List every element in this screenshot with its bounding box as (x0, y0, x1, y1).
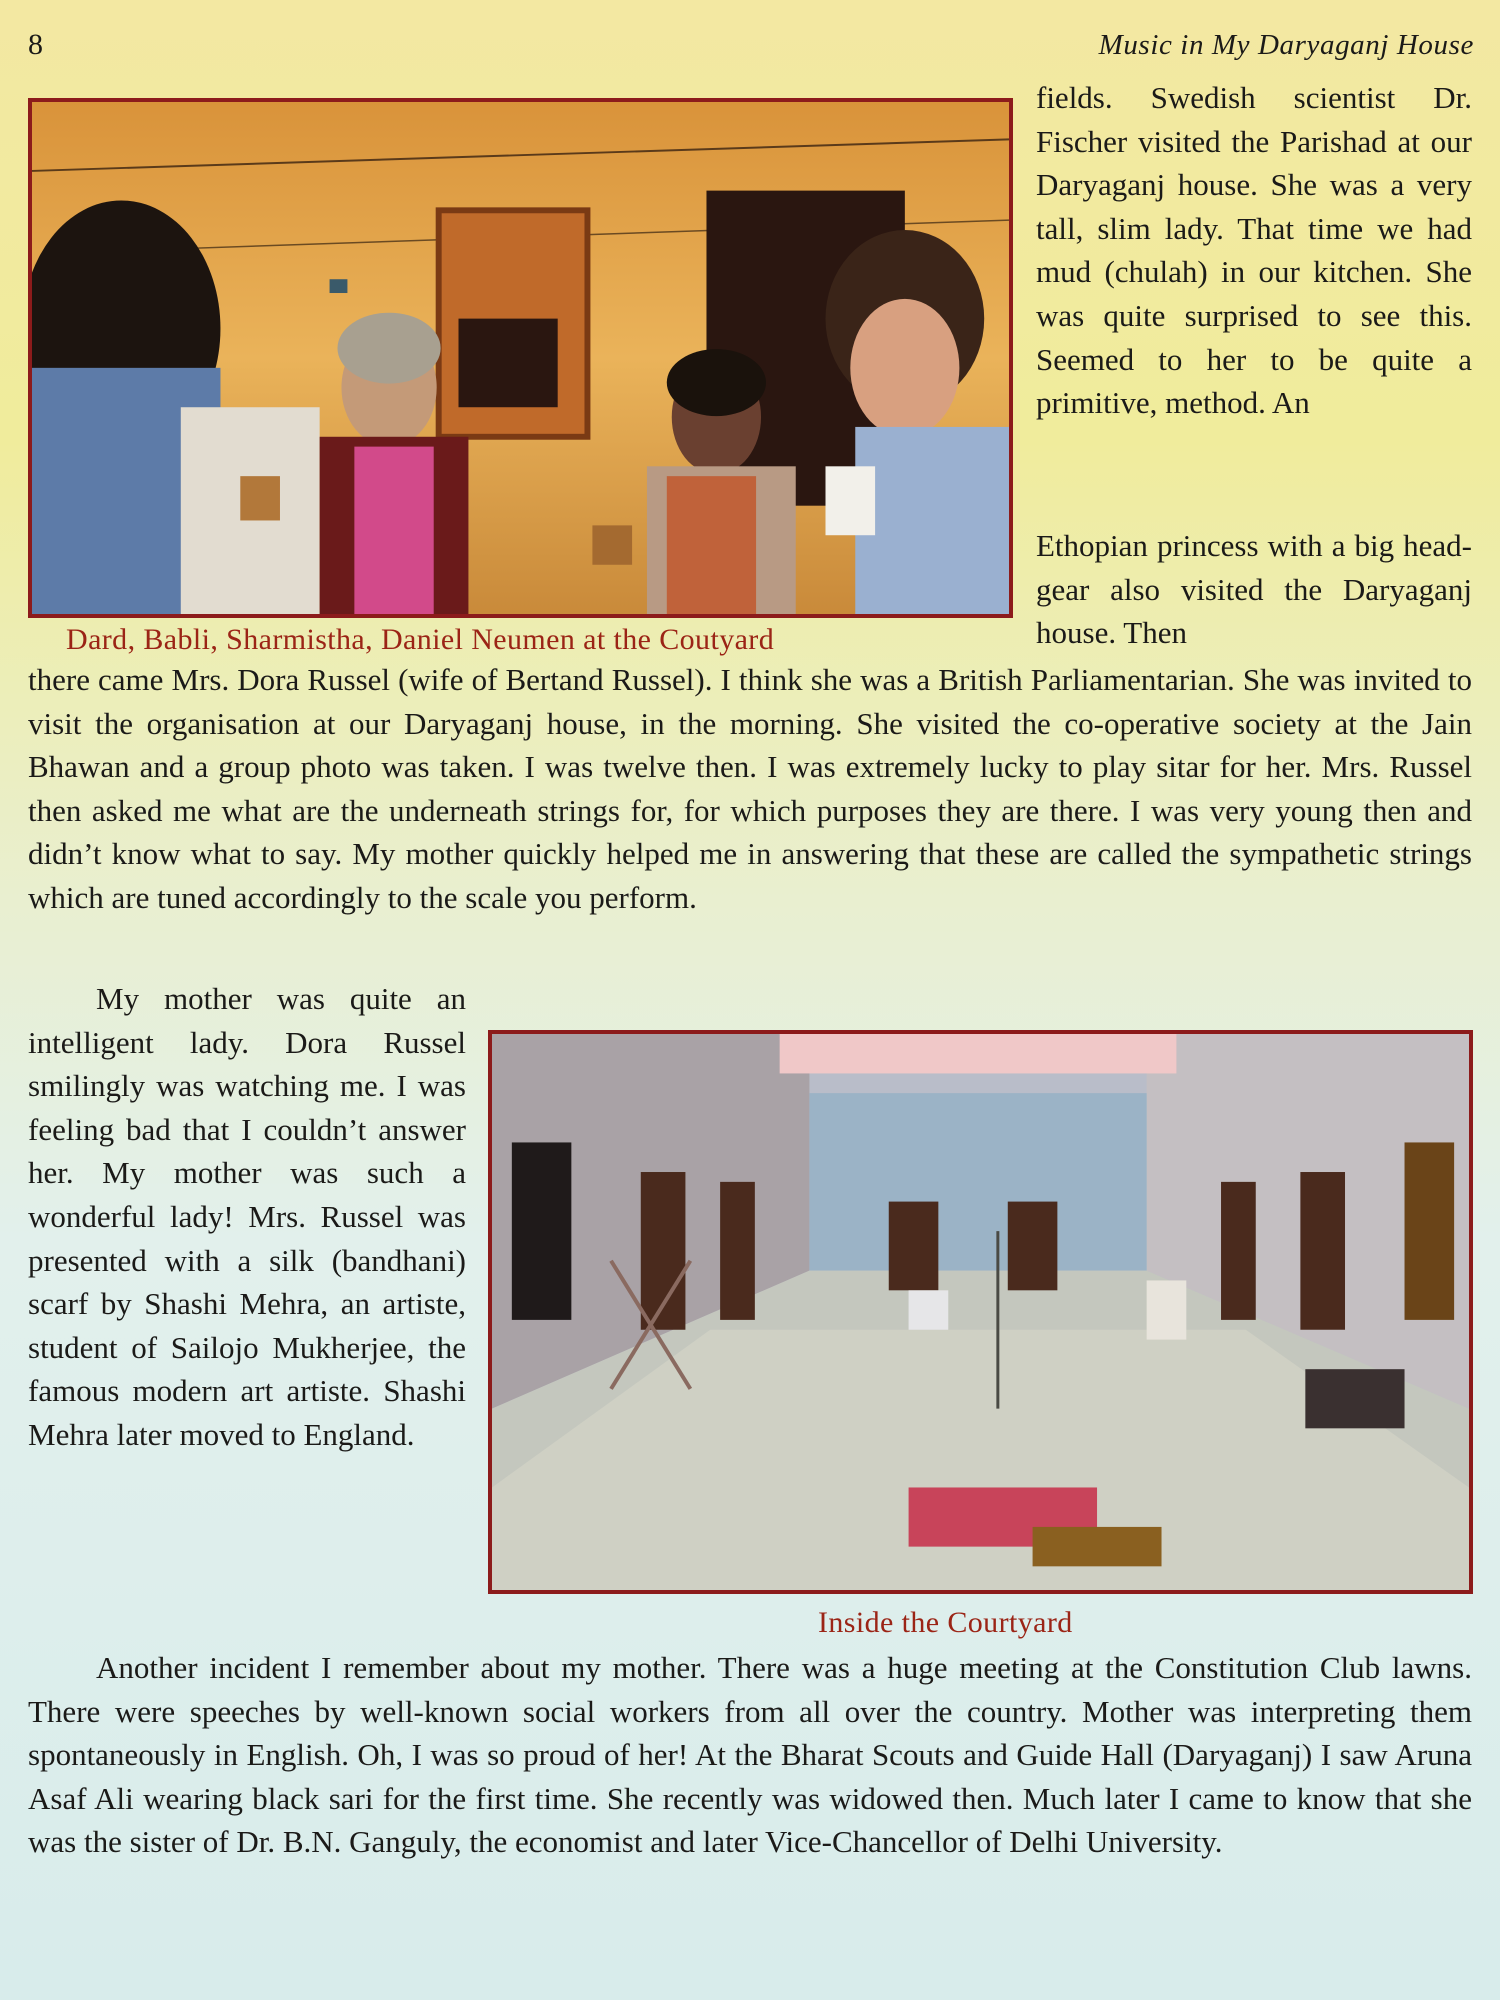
paragraph-full-width-2: Another incident I remember about my mother. There was a huge meeting at the Constitution Club lawns. There were speeches by well-known social workers from all over the country. Mother was interpreting them spontaneously in English. Oh, I was so proud of her! At the Bharat Scouts and Guide Hall (Daryaganj) I saw Aruna Asaf Ali wearing black sari for the first time. She recently was widowed then. Much later I came to know that she was the sister of Dr. B.N. Ganguly, the economist and later Vice-Chancellor of Delhi University. (28, 1650, 1472, 1860)
photo-courtyard-group (28, 98, 1013, 618)
photo-inside-courtyard (488, 1030, 1473, 1594)
running-header: Music in My Daryaganj House (1098, 29, 1474, 61)
page-number: 8 (28, 28, 43, 61)
photo-courtyard-group-image (32, 102, 1009, 614)
photo-caption-top: Dard, Babli, Sharmistha, Daniel Neumen at the Coutyard (66, 623, 775, 656)
paragraph-right-column-1: fields. Swedish scientist Dr. Fischer visited the Parishad at our Daryaganj house. She was a very tall, slim lady. That time we had mud (chulah) in our kitchen. She was quite surprised to see this. Seemed to her to be quite a primitive, method. An (1036, 80, 1472, 421)
paragraph-full-width-1: there came Mrs. Dora Russel (wife of Bertand Russel). I think she was a British Parliamentarian. She was invited to visit the organisation at our Daryaganj house, in the morning. She visited the co-operative society at the Jain Bhawan and a group photo was taken. I was twelve then. I was extremely lucky to play sitar for her. Mrs. Russel then asked me what are the underneath strings for, for which purposes they are there. I was very young then and didn’t know what to say. My mother quickly helped me in answering that these are called the sympathetic strings which are tuned accordingly to the scale you perform. (28, 662, 1472, 915)
photo-inside-courtyard-image (492, 1034, 1469, 1590)
paragraph-right-column-2: Ethopian princess with a big head-gear also visited the Daryaganj house. Then (1036, 528, 1472, 651)
paragraph-left-column: My mother was quite an intelligent lady. Dora Russel smilingly was watching me. I was feeling bad that I couldn’t answer her. My mother was such a wonderful lady! Mrs. Russel was presented with a silk (bandhani) scarf by Shashi Mehra, an artiste, student of Sailojo Mukherjee, the famous modern art artiste. Shashi Mehra later moved to England. (28, 981, 466, 1452)
photo-caption-bottom: Inside the Courtyard (818, 1606, 1073, 1639)
